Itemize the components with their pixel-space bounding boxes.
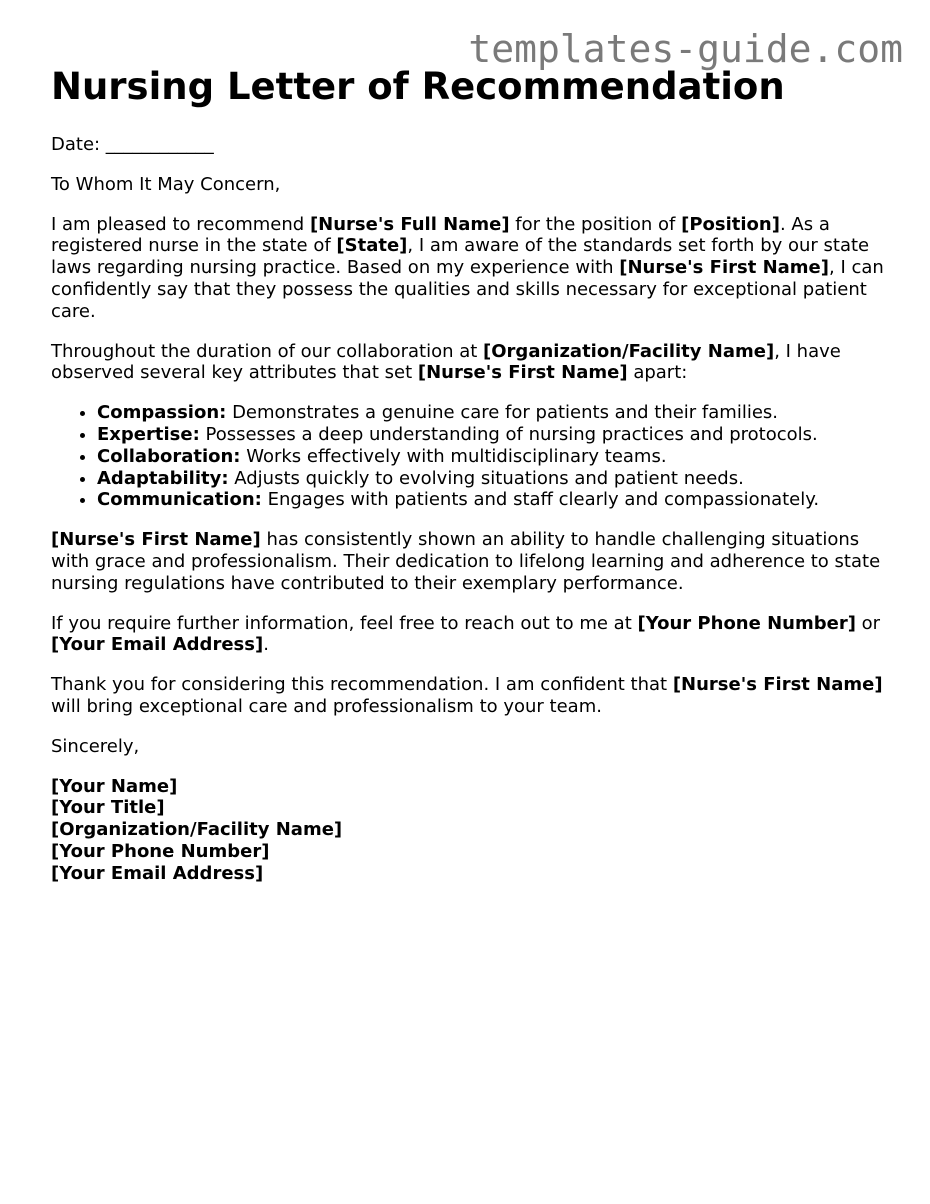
letter	[51, 62, 891, 885]
placeholder-nurse-first-name: [Nurse's First Name]	[417, 362, 628, 384]
attribute-label: Adaptability:	[97, 467, 229, 489]
paragraph-thanks	[51, 674, 891, 718]
placeholder-nurse-first-name: [Nurse's First Name]	[51, 529, 261, 551]
attribute-text: Engages with patients and staff clearly and compassionately.	[261, 489, 820, 511]
salutation: To Whom It May Concern,	[51, 173, 281, 195]
placeholder-state: [State]	[336, 235, 408, 257]
paragraph-collaboration	[51, 341, 891, 385]
text-run: If you require further information, feel free to reach out to me at	[51, 612, 638, 634]
list-item	[97, 402, 891, 424]
attribute-text: Adjusts quickly to evolving situations and patient needs.	[228, 467, 744, 489]
list-item	[97, 468, 891, 490]
placeholder-nurse-full-name: [Nurse's Full Name]	[309, 213, 510, 235]
placeholder-nurse-first-name: [Nurse's First Name]	[619, 257, 829, 279]
text-run: . As a registered nurse in the state of	[51, 213, 830, 257]
attribute-text: Possesses a deep understanding of nursing practices and protocols.	[199, 423, 818, 445]
paragraph-contact	[51, 613, 891, 657]
list-item	[97, 424, 891, 446]
attribute-label: Communication:	[97, 489, 262, 511]
paragraph-performance	[51, 529, 891, 594]
text-run: , I have observed several key attributes that set	[51, 340, 841, 384]
date-line: Date: ____________	[51, 134, 214, 155]
signature-organization: [Organization/Facility Name]	[51, 819, 343, 841]
list-item	[97, 446, 891, 468]
text-run: for the position of	[509, 213, 682, 235]
placeholder-nurse-first-name: [Nurse's First Name]	[672, 674, 883, 696]
attribute-text: Demonstrates a genuine care for patients and their families.	[226, 402, 779, 424]
watermark: templates-guide.com	[468, 27, 903, 71]
attribute-label: Collaboration:	[97, 445, 241, 467]
attribute-label: Expertise:	[97, 423, 200, 445]
text-run: .	[263, 634, 269, 656]
text-run: , I can confidently say that they possess the qualities and skills necessary for exceptional patient care.	[51, 257, 884, 322]
text-run: I am pleased to recommend	[51, 213, 310, 235]
list-item	[97, 489, 891, 511]
page-title: Nursing Letter of Recommendation	[51, 65, 785, 108]
attribute-text: Works effectively with multidisciplinary teams.	[240, 445, 667, 467]
text-run: Throughout the duration of our collaboration at	[51, 340, 484, 362]
placeholder-organization: [Organization/Facility Name]	[483, 340, 775, 362]
attribute-label: Compassion:	[97, 402, 227, 424]
signature-block	[51, 776, 891, 885]
text-run: or	[855, 612, 881, 634]
placeholder-position: [Position]	[681, 213, 780, 235]
text-run: has consistently shown an ability to handle challenging situations with grace and professionalism. Their dedication to lifelong learning and adherence to state nursing regulations have contributed to their exemplary performance.	[51, 529, 881, 594]
placeholder-phone: [Your Phone Number]	[637, 612, 856, 634]
signature-phone: [Your Phone Number]	[51, 840, 270, 862]
closing: Sincerely,	[51, 735, 140, 757]
signature-title: [Your Title]	[51, 797, 165, 819]
paragraph-intro	[51, 214, 891, 323]
signature-email: [Your Email Address]	[51, 862, 264, 884]
text-run: apart:	[627, 362, 688, 384]
signature-name: [Your Name]	[51, 775, 178, 797]
text-run: Thank you for considering this recommendation. I am confident that	[51, 674, 673, 696]
attribute-list	[51, 402, 891, 511]
text-run: , I am aware of the standards set forth by our state laws regarding nursing practice. Based on my experience with	[51, 235, 870, 279]
text-run: will bring exceptional care and professionalism to your team.	[51, 695, 602, 717]
placeholder-email: [Your Email Address]	[51, 634, 264, 656]
